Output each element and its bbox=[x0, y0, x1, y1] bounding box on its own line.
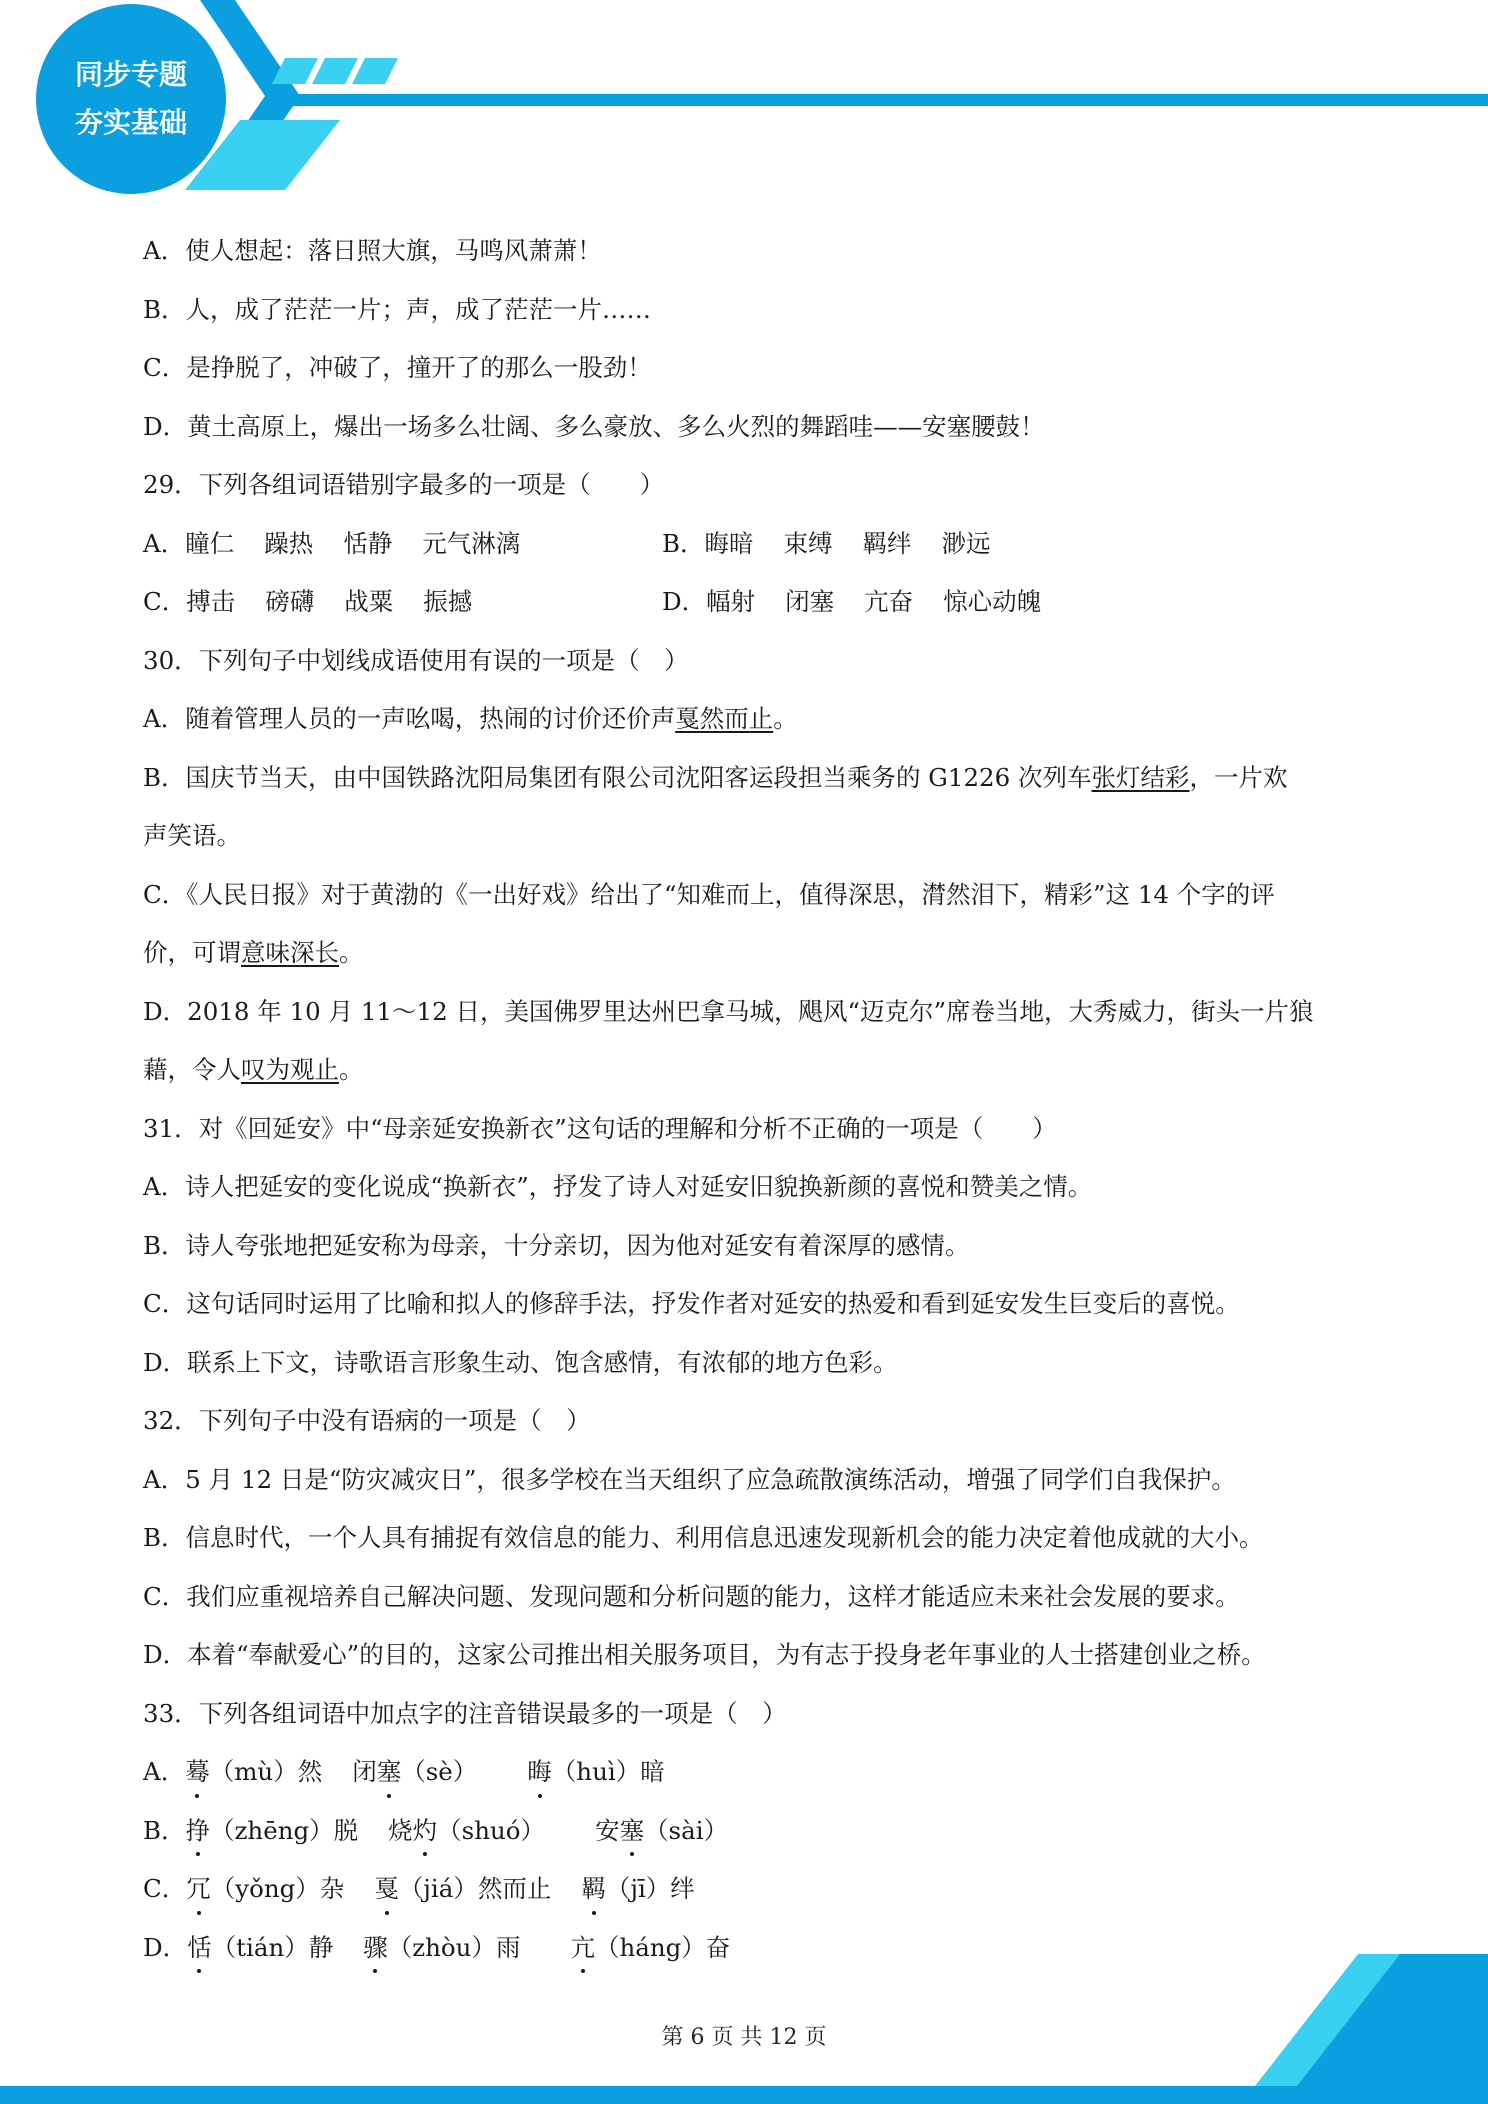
word: 闭塞 bbox=[785, 587, 835, 616]
q30-stem: 30．下列句子中划线成语使用有误的一项是（ ） bbox=[143, 645, 689, 675]
pinyin-text: （zhòu）雨 bbox=[387, 1932, 521, 1962]
q30-option-a bbox=[143, 690, 1353, 749]
pinyin-text: （mù）然 bbox=[209, 1757, 323, 1786]
header-bar bbox=[272, 94, 1488, 106]
pinyin-text: （sài） bbox=[644, 1815, 729, 1845]
option-label: D． bbox=[662, 587, 707, 616]
option-label: D． bbox=[143, 1932, 188, 1962]
option-label: A． bbox=[143, 528, 186, 558]
word: 磅礴 bbox=[265, 587, 315, 616]
word: 振撼 bbox=[423, 587, 473, 616]
sentence-text: 藉，令人 bbox=[143, 1055, 241, 1084]
header-stripe-3 bbox=[352, 58, 398, 84]
q31-option-b: B．诗人夸张地把延安称为母亲，十分亲切，因为他对延安有着深厚的感情。 bbox=[143, 1230, 970, 1260]
word: 亢奋 bbox=[864, 587, 914, 616]
word: 战粟 bbox=[344, 587, 394, 616]
q30-option-c: C．《人民日报》对于黄渤的《一出好戏》给出了“知难而上，值得深思，潸然泪下，精彩”这 14 个字的评 bbox=[143, 879, 1275, 909]
footer-bar bbox=[0, 2086, 1488, 2104]
q29-row-cd bbox=[143, 573, 1353, 632]
dotted-char: 骤 bbox=[363, 1919, 388, 1978]
dotted-char: 羁 bbox=[581, 1860, 606, 1919]
word-char: 安 bbox=[595, 1815, 620, 1845]
underlined-idiom: 叹为观止 bbox=[241, 1055, 339, 1084]
header-stripe-1 bbox=[272, 58, 318, 84]
q29-option-b bbox=[662, 515, 991, 574]
sentence-text: 价，可谓 bbox=[143, 938, 241, 967]
sentence-text: 。 bbox=[339, 938, 364, 967]
q33-option-a bbox=[143, 1743, 1353, 1802]
dotted-char: 亢 bbox=[570, 1919, 595, 1978]
q31-stem: 31．对《回延安》中“母亲延安换新衣”这句话的理解和分析不正确的一项是（ ） bbox=[143, 1113, 1057, 1143]
q29-option-a bbox=[143, 515, 520, 574]
word-char: 烧 bbox=[388, 1815, 413, 1845]
q32-option-c: C．我们应重视培养自己解决问题、发现问题和分析问题的能力，这样才能适应未来社会发展的要求。 bbox=[143, 1581, 1240, 1611]
sentence-text: A．随着管理人员的一声吆喝，热闹的讨价还价声 bbox=[143, 704, 676, 733]
pinyin-text: （huì）暗 bbox=[551, 1757, 665, 1786]
q31-option-a: A．诗人把延安的变化说成“换新衣”，抒发了诗人对延安旧貌换新颜的喜悦和赞美之情。 bbox=[143, 1172, 1093, 1201]
q30-option-b-cont: 声笑语。 bbox=[143, 821, 241, 850]
q28-option-b: B．人，成了茫茫一片；声，成了茫茫一片…… bbox=[143, 294, 652, 324]
badge-line-1: 同步专题 bbox=[74, 58, 187, 91]
word: 元气淋漓 bbox=[422, 528, 521, 558]
pinyin-text: （yǒng）杂 bbox=[210, 1874, 345, 1903]
pinyin-text: （jī）绊 bbox=[605, 1874, 695, 1903]
word: 渺远 bbox=[941, 528, 991, 558]
q29-row-ab bbox=[143, 515, 1353, 574]
q31-option-c: C．这句话同时运用了比喻和拟人的修辞手法，抒发作者对延安的热爱和看到延安发生巨变后的喜悦。 bbox=[143, 1289, 1240, 1318]
header-stripe-2 bbox=[312, 58, 358, 84]
question-content bbox=[143, 222, 1353, 1977]
q32-stem: 32．下列句子中没有语病的一项是（ ） bbox=[143, 1406, 591, 1435]
q30-option-c-cont bbox=[143, 924, 1353, 983]
underlined-idiom: 戛然而止 bbox=[675, 704, 774, 733]
q28-option-d: D．黄土高原上，爆出一场多么壮阔、多么豪放、多么火烈的舞蹈哇——安塞腰鼓！ bbox=[143, 411, 1045, 441]
q30-option-b bbox=[143, 749, 1353, 808]
q33-stem: 33．下列各组词语中加点字的注音错误最多的一项是（ ） bbox=[143, 1698, 787, 1728]
word: 恬静 bbox=[343, 528, 393, 558]
dotted-char: 冗 bbox=[186, 1860, 211, 1919]
option-label: C． bbox=[143, 587, 187, 616]
q32-option-a: A．5 月 12 日是“防灾减灾日”，很多学校在当天组织了应急疏散演练活动，增强了同学们自我保护。 bbox=[143, 1464, 1236, 1494]
word: 躁热 bbox=[264, 528, 314, 558]
pinyin-text: （háng）奋 bbox=[594, 1932, 731, 1962]
pinyin-text: （zhēng）脱 bbox=[210, 1815, 359, 1845]
badge-line-2: 夯实基础 bbox=[74, 106, 187, 139]
header-badge bbox=[36, 4, 226, 194]
pinyin-text: （sè） bbox=[401, 1757, 478, 1786]
word-char: 闭 bbox=[352, 1757, 377, 1786]
q29-option-c bbox=[143, 573, 472, 632]
dotted-char: 蓦 bbox=[185, 1743, 210, 1802]
q30-option-d-cont bbox=[143, 1041, 1353, 1100]
pinyin-text: （tián）静 bbox=[211, 1932, 334, 1962]
pinyin-text: （shuó） bbox=[437, 1815, 546, 1845]
word: 束缚 bbox=[783, 528, 833, 558]
sentence-text: ，一片欢 bbox=[1189, 762, 1288, 792]
dotted-char: 灼 bbox=[413, 1802, 438, 1861]
q32-option-b: B．信息时代，一个人具有捕捉有效信息的能力、利用信息迅速发现新机会的能力决定着他成就的大小。 bbox=[143, 1523, 1264, 1552]
q33-option-c bbox=[143, 1860, 1353, 1919]
q31-option-d: D．联系上下文，诗歌语言形象生动、饱含感情，有浓郁的地方色彩。 bbox=[143, 1347, 898, 1377]
word: 惊心动魄 bbox=[943, 587, 1042, 616]
dotted-char: 塞 bbox=[377, 1743, 402, 1802]
dotted-char: 晦 bbox=[527, 1743, 552, 1802]
option-label: A． bbox=[143, 1757, 186, 1786]
option-label: C． bbox=[143, 1874, 187, 1903]
q33-option-b bbox=[143, 1802, 1353, 1861]
footer-banner bbox=[0, 1954, 1488, 2104]
dotted-char: 恬 bbox=[187, 1919, 212, 1978]
sentence-text: 。 bbox=[339, 1055, 364, 1084]
pinyin-text: （jiá）然而止 bbox=[398, 1874, 552, 1903]
word: 瞳仁 bbox=[185, 528, 235, 558]
sentence-text: 。 bbox=[773, 704, 798, 733]
word: 搏击 bbox=[186, 587, 236, 616]
q29-option-d bbox=[662, 573, 1041, 632]
q28-option-c: C．是挣脱了，冲破了，撞开了的那么一股劲！ bbox=[143, 353, 652, 382]
word: 幅射 bbox=[706, 587, 756, 616]
dotted-char: 戛 bbox=[374, 1860, 399, 1919]
option-label: B． bbox=[143, 1815, 186, 1845]
word: 羁绊 bbox=[862, 528, 912, 558]
underlined-idiom: 意味深长 bbox=[241, 938, 339, 967]
q28-option-a: A．使人想起：落日照大旗，马鸣风萧萧！ bbox=[143, 236, 602, 265]
dotted-char: 塞 bbox=[620, 1802, 645, 1861]
sentence-text: B．国庆节当天，由中国铁路沈阳局集团有限公司沈阳客运段担当乘务的 G1226 次列车 bbox=[143, 762, 1092, 792]
word: 晦暗 bbox=[704, 528, 754, 558]
q29-stem: 29．下列各组词语错别字最多的一项是（ ） bbox=[143, 470, 665, 499]
dotted-char: 挣 bbox=[186, 1802, 211, 1861]
q32-option-d: D．本着“奉献爱心”的目的，这家公司推出相关服务项目，为有志于投身老年事业的人士搭建创业之桥。 bbox=[143, 1640, 1266, 1669]
page-number: 第 6 页 共 12 页 bbox=[661, 2025, 827, 2050]
q30-option-d: D．2018 年 10 月 11～12 日，美国佛罗里达州巴拿马城，飓风“迈克尔”席卷当地，大秀威力，街头一片狼 bbox=[143, 996, 1314, 1026]
underlined-idiom: 张灯结彩 bbox=[1091, 762, 1190, 792]
option-label: B． bbox=[662, 528, 705, 558]
